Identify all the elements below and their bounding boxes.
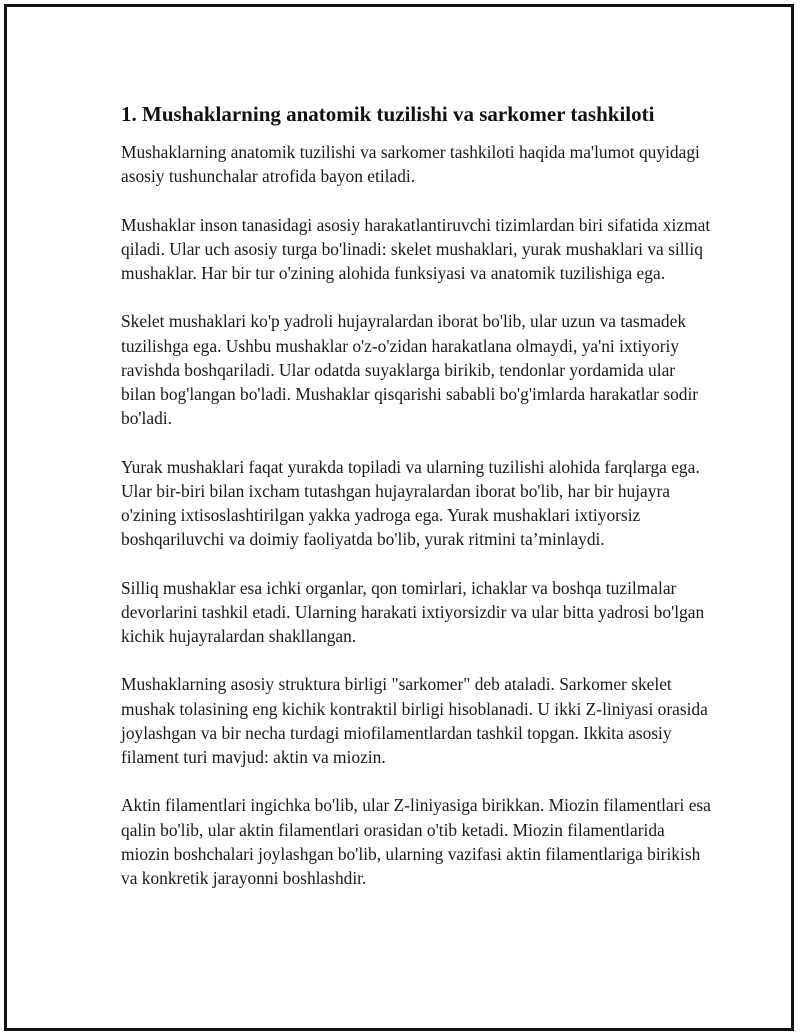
page-frame <box>4 4 794 1031</box>
paragraph-smooth-muscle: Silliq mushaklar esa ichki organlar, qon tomirlari, ichaklar va boshqa tuzilmalar devorlarini tashkil etadi. Ularning harakati ixtiyorsizdir va ular bitta yadrosi bo'lgan kichik hujayralardan shakllangan. <box>121 577 705 646</box>
paragraph-sarcomere: Mushaklarning asosiy struktura birligi "sarkomer" deb ataladi. Sarkomer skelet mushak tolasining eng kichik kontraktil birligi hisoblanadi. U ikki Z-liniyasi orasida joylashgan va bir necha turdagi miofilamentlardan tashkil topgan. Ikkita asosiy filament turi mavjud: aktin va miozin. <box>121 674 708 767</box>
paragraph-intro: Mushaklarning anatomik tuzilishi va sarkomer tashkiloti haqida ma'lumot quyidagi asosiy tushunchalar atrofida bayon etiladi. <box>121 142 700 187</box>
paragraph-cardiac-muscle: Yurak mushaklari faqat yurakda topiladi va ularning tuzilishi alohida farqlarga ega. Ular bir-biri bilan ixcham tutashgan hujayralardan iborat bo'lib, har bir hujayra o'zining ixtisoslashtirilgan yakka yadroga ega. Yurak mushaklari ixtiyorsiz boshqariluvchi va doimiy faoliyatda bo'lib, yurak ritmini ta’minlaydi. <box>121 456 700 550</box>
page-title: 1. Mushaklarning anatomik tuzilishi va sarkomer tashkiloti <box>121 102 655 126</box>
document-body <box>121 100 711 914</box>
paragraph-filaments: Aktin filamentlari ingichka bo'lib, ular Z-liniyasiga birikkan. Miozin filamentlari esa qalin bo'lib, ular aktin filamentlari orasidan o'tib ketadi. Miozin filamentlarida miozin boshchalari joylashgan bo'lib, ularning vazifasi aktin filamentlariga birikish va konkretik jarayonni boshlashdir. <box>121 795 711 888</box>
paragraph-muscle-types: Mushaklar inson tanasidagi asosiy harakatlantiruvchi tizimlardan biri sifatida xizmat qiladi. Ular uch asosiy turga bo'linadi: skelet mushaklari, yurak mushaklari va silliq mushaklar. Har bir tur o'zining alohida funksiyasi va anatomik tuzilishiga ega. <box>121 214 711 283</box>
paragraph-skeletal-muscle: Skelet mushaklari ko'p yadroli hujayralardan iborat bo'lib, ular uzun va tasmadek tuzilishga ega. Ushbu mushaklar o'z-o'zidan harakatlana olmaydi, ya'ni ixtiyoriy ravishda boshqariladi. Ular odatda suyaklarga birikib, tendonlar yordamida ular bilan bog'langan bo'ladi. Mushaklar qisqarishi sababli bo'g'imlarda harakatlar sodir bo'ladi. <box>121 311 699 429</box>
